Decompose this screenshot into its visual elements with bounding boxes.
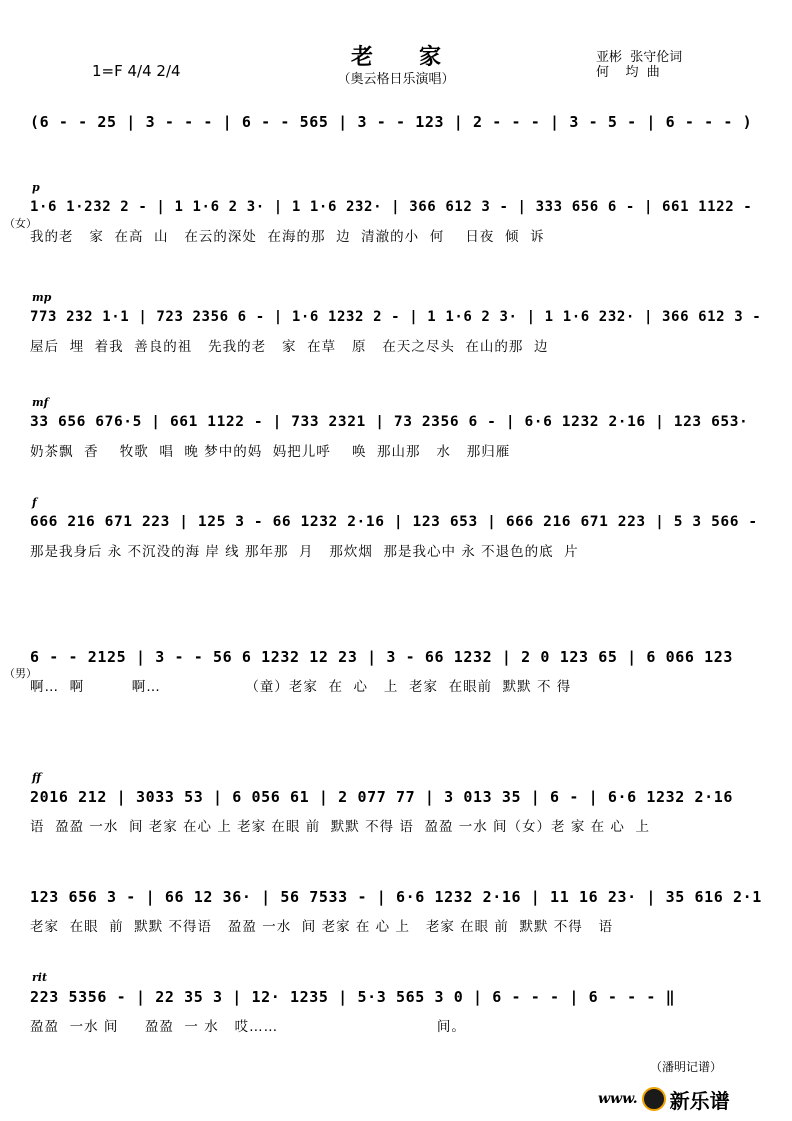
key-signature: 1=F 4/4 2/4 bbox=[92, 62, 181, 80]
notation-line: 773 232 1·1 | 723 2356 6 - | 1·6 1232 2 - | 1 1·6 2 3· | 1 1·6 232· | 366 612 3 - bbox=[30, 309, 762, 325]
notation-line: 2016 212 | 3033 53 | 6 056 61 | 2 077 77 | 3 013 35 | 6 - | 6·6 1232 2·16 bbox=[30, 788, 734, 806]
notation-line: 666 216 671 223 | 125 3 - 66 1232 2·16 | 123 653 | 666 216 671 223 | 5 3 566 - bbox=[30, 514, 758, 530]
dynamic-mark: f bbox=[32, 496, 37, 509]
dynamic-mark: mp bbox=[32, 291, 52, 304]
notation-line: 123 656 3 - | 66 12 36· | 56 7533 - | 6·6 1232 2·16 | 11 16 23· | 35 616 2·1 bbox=[30, 888, 762, 906]
dynamic-mark: p bbox=[32, 181, 40, 194]
voice-label: （男） bbox=[4, 667, 37, 680]
lyrics-line: 屋后 埋 着我 善良的祖 先我的老 家 在草 原 在天之尽头 在山的那 边 bbox=[30, 339, 549, 355]
lyrics-line: 语 盈盈 一水 间 老家 在心 上 老家 在眼 前 默默 不得 语 盈盈 一水 间（女）老 家 在 心 上 bbox=[30, 819, 650, 835]
song-title: 老家 bbox=[350, 44, 487, 70]
notation-line: 6 - - 2125 | 3 - - 56 6 1232 12 23 | 3 - 66 1232 | 2 0 123 65 | 6 066 123 bbox=[30, 648, 734, 666]
credits: 亚彬 张守伦词 何 均 曲 bbox=[596, 50, 683, 80]
site-logo[interactable] bbox=[598, 1085, 730, 1113]
transcriber-credit: （潘明记谱） bbox=[650, 1060, 723, 1074]
dynamic-mark: ff bbox=[32, 771, 42, 784]
disc-icon bbox=[642, 1087, 666, 1111]
lyrics-line: 盈盈 一水 间 盈盈 一 水 哎…… 间。 bbox=[30, 1019, 466, 1035]
dynamic-mark: rit bbox=[32, 971, 48, 984]
notation-line: 1·6 1·232 2 - | 1 1·6 2 3· | 1 1·6 232· | 366 612 3 - | 333 656 6 - | 661 1122 - bbox=[30, 199, 753, 215]
notation-line: (6 - - 25 | 3 - - - | 6 - - 565 | 3 - - 123 | 2 - - - | 3 - 5 - | 6 - - - ) bbox=[30, 113, 753, 131]
voice-label: （女） bbox=[4, 217, 37, 230]
lyrics-line: 啊… 啊 啊… （童）老家 在 心 上 老家 在眼前 默默 不 得 bbox=[30, 679, 572, 695]
dynamic-mark: mf bbox=[32, 396, 49, 409]
site-brand: 新乐谱 bbox=[669, 1088, 730, 1113]
notation-line: 223 5356 - | 22 35 3 | 12· 1235 | 5·3 565 3 0 | 6 - - - | 6 - - - ‖ bbox=[30, 988, 676, 1006]
lyrics-line: 那是我身后 永 不沉没的海 岸 线 那年那 月 那炊烟 那是我心中 永 不退色的底 片 bbox=[30, 544, 579, 560]
site-prefix: www. bbox=[598, 1091, 638, 1107]
lyrics-line: 奶茶飘 香 牧歌 唱 晚 梦中的妈 妈把儿呼 唤 那山那 水 那归雁 bbox=[30, 444, 511, 460]
lyrics-line: 我的老 家 在高 山 在云的深处 在海的那 边 清澈的小 何 日夜 倾 诉 bbox=[30, 229, 545, 245]
song-subtitle: （奥云格日乐演唱） bbox=[337, 72, 455, 87]
lyrics-line: 老家 在眼 前 默默 不得语 盈盈 一水 间 老家 在 心 上 老家 在眼 前 默默 不得 语 bbox=[30, 919, 614, 935]
notation-line: 33 656 676·5 | 661 1122 - | 733 2321 | 73 2356 6 - | 6·6 1232 2·16 | 123 653· bbox=[30, 414, 749, 430]
